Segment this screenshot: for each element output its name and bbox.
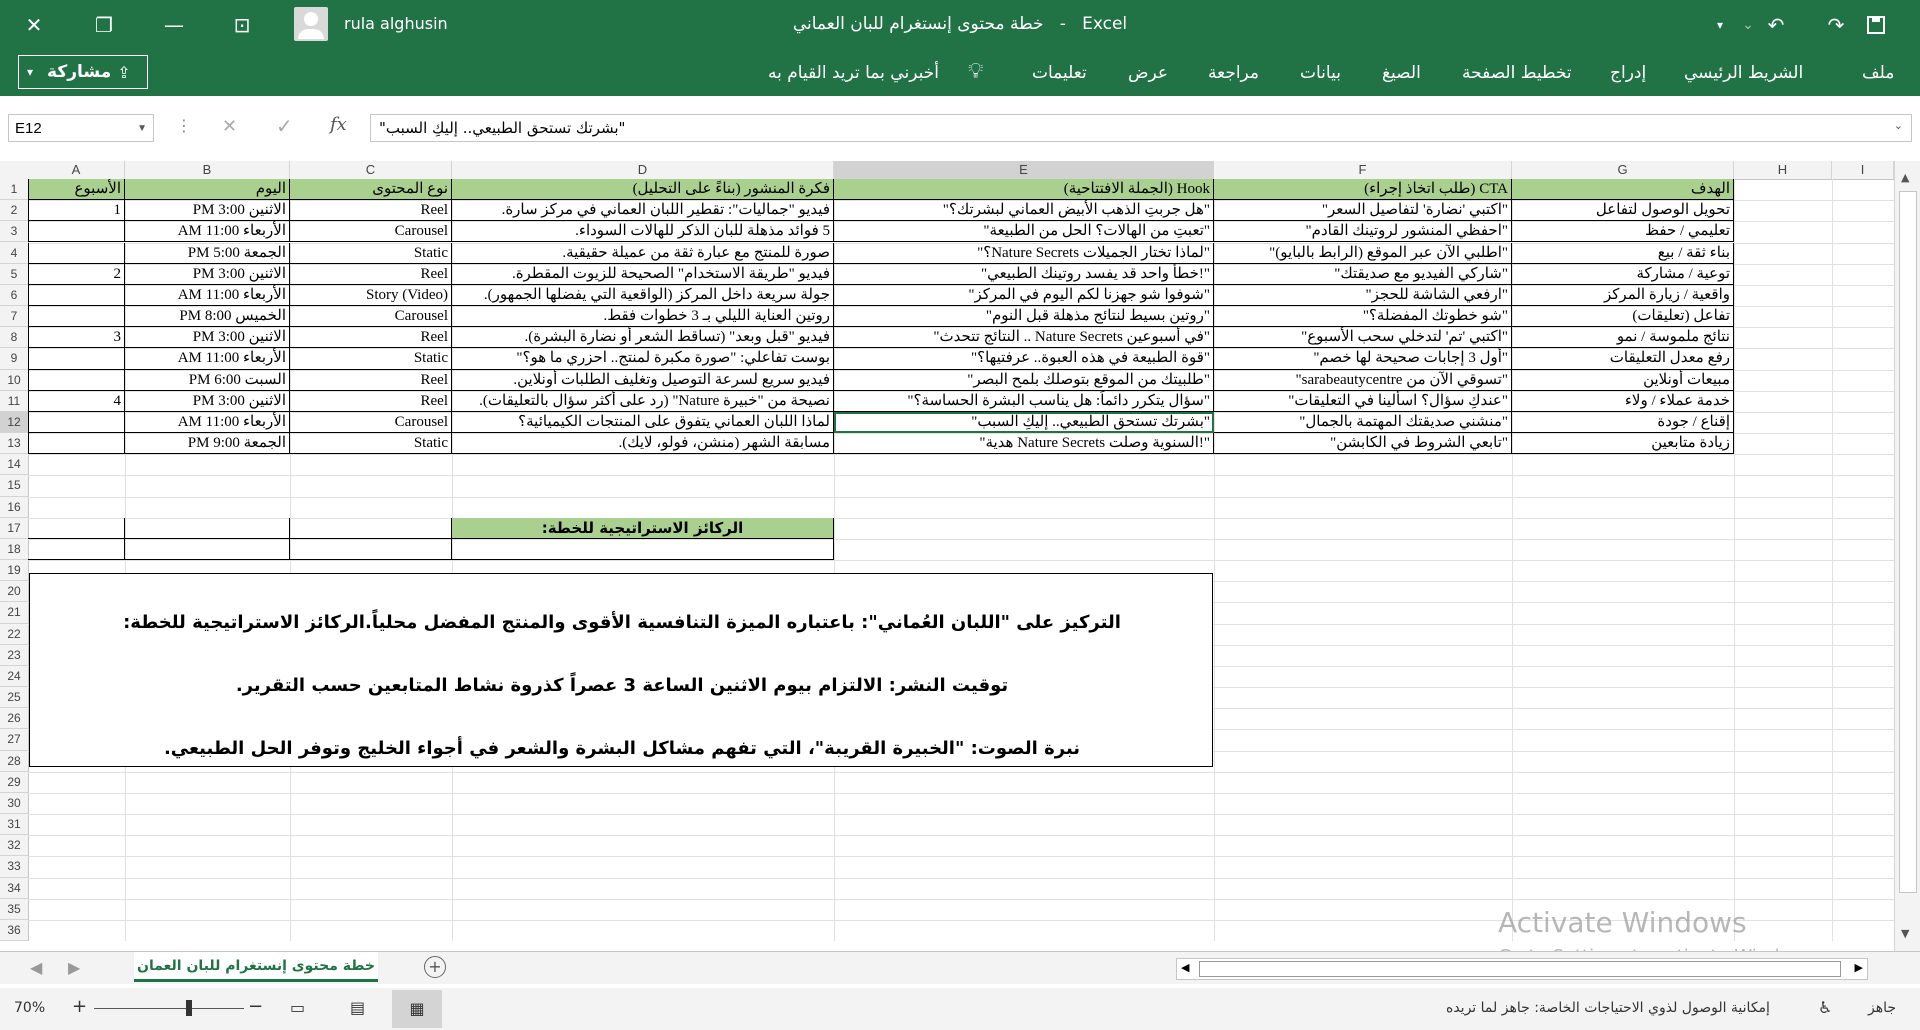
gridline (28, 878, 1894, 879)
table-cell[interactable]: السبت PM 6:00 (125, 370, 290, 391)
zoom-slider[interactable] (94, 1008, 244, 1009)
tab-review[interactable]: مراجعة (1208, 63, 1260, 83)
gridline (28, 454, 1894, 455)
column-header-c[interactable]: C (290, 161, 452, 179)
table-cell[interactable]: Static (290, 348, 452, 369)
share-icon: ⇪ (117, 62, 131, 82)
table-cell[interactable]: الأربعاء AM 11:00 (125, 348, 290, 369)
table-cell[interactable]: لماذا اللبان العماني يتفوق على المنتجات الكيميائية؟ (452, 412, 834, 433)
table-cell[interactable]: 4 (28, 391, 125, 412)
sheet-tab-bar (0, 951, 1920, 984)
strategy-line-3: نبرة الصوت: "الخبيرة القريبة"، التي تفهم مشاكل البشرة والشعر في أجواء الخليج وتوفر الحل الطبيعي. (163, 738, 1081, 759)
table-cell[interactable]: زيادة متابعين (1512, 433, 1734, 454)
user-name: rula alghusin (344, 14, 448, 33)
page-layout-view-icon[interactable]: ▤ (350, 998, 366, 1017)
column-header-h[interactable]: H (1734, 161, 1832, 179)
row-header[interactable]: 5 (0, 264, 28, 285)
tab-view[interactable]: عرض (1128, 63, 1169, 83)
cell[interactable] (28, 539, 125, 560)
row-header[interactable]: 6 (0, 285, 28, 306)
table-cell[interactable]: إقناع / جودة (1512, 412, 1734, 433)
table-cell[interactable]: Story (Video) (290, 285, 452, 306)
column-header-g[interactable]: G (1512, 161, 1734, 179)
row-header[interactable]: 34 (0, 878, 28, 899)
accessibility-icon: ♿︎ (1818, 998, 1833, 1017)
row-headers (0, 179, 29, 941)
table-header-cell[interactable]: Hook (الجملة الافتتاحية) (834, 179, 1214, 200)
table-cell[interactable]: الأربعاء AM 11:00 (125, 221, 290, 242)
gridline (28, 856, 1894, 857)
row-header[interactable]: 36 (0, 920, 28, 941)
table-cell[interactable]: "في أسبوعين Nature Secrets .. النتائج تتحدث" (834, 327, 1214, 348)
table-cell[interactable]: "تعبتِ من الهالات؟ الحل من الطبيعة" (834, 221, 1214, 242)
status-bar (0, 988, 1920, 1030)
cancel-icon[interactable]: ✕ (222, 116, 238, 137)
table-cell[interactable] (28, 221, 125, 242)
table-cell[interactable]: "لماذا تختار الجميلات Nature Secrets؟" (834, 243, 1214, 264)
table-cell[interactable]: الخميس PM 8:00 (125, 306, 290, 327)
table-cell[interactable]: بناء ثقة / بيع (1512, 243, 1734, 264)
table-cell[interactable]: بوست تفاعلي: "صورة مكبرة لمنتج.. احزري ما هو؟" (452, 348, 834, 369)
prev-sheet-icon[interactable]: ◀ (30, 958, 43, 977)
table-cell[interactable]: "سؤال يتكرر دائماً: هل يناسب البشرة الحساسة؟" (834, 391, 1214, 412)
row-header[interactable]: 16 (0, 497, 28, 518)
table-cell[interactable]: تعليمي / حفظ (1512, 221, 1734, 242)
table-cell[interactable] (28, 370, 125, 391)
table-cell[interactable]: Reel (290, 200, 452, 221)
row-header[interactable]: 24 (0, 666, 28, 687)
table-cell[interactable]: الجمعة PM 9:00 (125, 433, 290, 454)
tab-data[interactable]: بيانات (1300, 63, 1341, 83)
table-cell[interactable]: "شو خطوتك المفضلة؟" (1214, 306, 1512, 327)
table-header-cell[interactable]: اليوم (125, 179, 290, 200)
table-cell[interactable]: "!السنوية وصلت Nature Secrets هدية" (834, 433, 1214, 454)
row-header[interactable]: 9 (0, 348, 28, 369)
gridline (28, 814, 1894, 815)
row-header[interactable]: 22 (0, 624, 28, 645)
scroll-right-icon[interactable]: ▶ (1854, 961, 1863, 974)
table-cell[interactable]: نتائج ملموسة / نمو (1512, 327, 1734, 348)
expand-formula-icon[interactable]: ⌄ (1893, 119, 1903, 132)
table-cell[interactable]: Carousel (290, 306, 452, 327)
table-cell[interactable]: واقعية / زيارة المركز (1512, 285, 1734, 306)
table-cell[interactable]: Carousel (290, 221, 452, 242)
table-cell[interactable]: "تسوقي الآن من sarabeautycentre" (1214, 370, 1512, 391)
table-cell[interactable]: الاثنين PM 3:00 (125, 200, 290, 221)
formula-text: "بشرتك تستحق الطبيعي.. إليكِ السبب" (379, 119, 626, 137)
chevron-down-icon: ▾ (27, 65, 34, 79)
table-cell[interactable]: 5 فوائد مذهلة للبان الذكر للهالات السوداء. (452, 221, 834, 242)
table-cell[interactable]: الأربعاء AM 11:00 (125, 412, 290, 433)
name-box[interactable] (8, 114, 154, 142)
table-cell[interactable]: Carousel (290, 412, 452, 433)
zoom-in-icon[interactable]: + (72, 996, 88, 1017)
row-header[interactable]: 35 (0, 899, 28, 920)
table-cell[interactable]: "روتين بسيط لنتائج مذهلة قبل النوم" (834, 306, 1214, 327)
redo-icon[interactable]: ↷ (1827, 12, 1845, 37)
column-header-i[interactable]: I (1832, 161, 1894, 179)
table-cell[interactable]: 1 (28, 200, 125, 221)
row-header[interactable]: 7 (0, 306, 28, 327)
sheet-tab-active[interactable]: خطة محتوى إنستغرام للبان العمان (134, 952, 378, 982)
chevron-down-icon[interactable]: ⌄ (1742, 16, 1754, 33)
more-icon: ⋮ (176, 116, 192, 135)
horizontal-scroll-thumb[interactable] (1199, 961, 1841, 977)
row-header[interactable]: 27 (0, 729, 28, 750)
row-header[interactable]: 10 (0, 370, 28, 391)
table-header-cell[interactable]: CTA (طلب اتخاذ إجراء) (1214, 179, 1512, 200)
table-cell[interactable]: "!خطأ واحد قد يفسد روتينك الطبيعي" (834, 264, 1214, 285)
selected-cell[interactable]: "بشرتك تستحق الطبيعي.. إليكِ السبب" (834, 412, 1214, 433)
scroll-left-icon[interactable]: ◀ (1181, 961, 1190, 974)
scroll-thumb[interactable] (1899, 191, 1917, 893)
table-cell[interactable]: نصيحة من "خبيرة Nature" (رد على أكثر سؤال بالتعليقات). (452, 391, 834, 412)
table-cell[interactable]: فيديو سريع لسرعة التوصيل وتغليف الطلبات أونلاين. (452, 370, 834, 391)
gridline (1832, 179, 1833, 941)
accessibility-status[interactable]: إمكانية الوصول لذوي الاحتياجات الخاصة: جاهز لما تريده (1446, 1000, 1770, 1016)
gridline (28, 772, 1894, 773)
table-cell[interactable]: "شوفوا شو جهزنا لكم اليوم في المركز" (834, 285, 1214, 306)
table-cell[interactable]: 2 (28, 264, 125, 285)
table-cell[interactable]: "أول 3 إجابات صحيحة لها خصم" (1214, 348, 1512, 369)
table-cell[interactable]: توعية / مشاركة (1512, 264, 1734, 285)
zoom-out-icon[interactable]: − (248, 996, 264, 1017)
table-cell[interactable]: "شاركي الفيديو مع صديقتك" (1214, 264, 1512, 285)
table-cell[interactable]: مسابقة الشهر (منشن، فولو، لايك). (452, 433, 834, 454)
strategy-line-1: التركيز على "اللبان العُماني": باعتباره الميزة التنافسية الأقوى والمنتج المفضل محلياً.الركائز الاستراتيجية للخطة: (123, 612, 1121, 633)
column-header-d[interactable]: D (452, 161, 834, 179)
row-header[interactable]: 33 (0, 856, 28, 877)
row-header[interactable]: 1 (0, 179, 28, 200)
customize-qat-icon[interactable]: ▾ (1716, 17, 1724, 32)
row-header[interactable]: 12 (0, 412, 28, 433)
window-title: خطة محتوى إنستغرام للبان العماني - Excel (792, 14, 1128, 34)
cell[interactable] (452, 539, 834, 560)
cell[interactable] (290, 518, 452, 539)
row-header[interactable]: 26 (0, 708, 28, 729)
gridline (28, 497, 1894, 498)
tab-file[interactable]: ملف (1862, 63, 1895, 83)
table-cell[interactable]: فيديو "جماليات": تقطير اللبان العماني في مركز سارة. (452, 200, 834, 221)
table-cell[interactable] (28, 243, 125, 264)
table-cell[interactable]: "منشني صديقتك المهتمة بالجمال" (1214, 412, 1512, 433)
app-name: Excel (1082, 14, 1128, 34)
save-icon[interactable] (1852, 0, 1900, 49)
table-header-cell[interactable]: نوع المحتوى (290, 179, 452, 200)
column-header-f[interactable]: F (1214, 161, 1512, 179)
table-cell[interactable]: Reel (290, 391, 452, 412)
document-title: خطة محتوى إنستغرام للبان العماني (792, 14, 1044, 34)
table-cell[interactable]: "اكتبي 'تم' لتدخلي سحب الأسبوع" (1214, 327, 1512, 348)
tell-me-search[interactable]: أخبرني بما تريد القيام به (768, 63, 939, 83)
row-header[interactable]: 4 (0, 243, 28, 264)
table-cell[interactable]: Reel (290, 327, 452, 348)
row-header[interactable]: 14 (0, 454, 28, 475)
row-header[interactable]: 19 (0, 560, 28, 581)
gridline (28, 835, 1894, 836)
activate-windows-title: Activate Windows (1498, 906, 1747, 939)
next-sheet-icon[interactable]: ▶ (68, 958, 81, 977)
table-cell[interactable]: الجمعة PM 5:00 (125, 243, 290, 264)
table-cell[interactable]: خدمة عملاء / ولاء (1512, 391, 1734, 412)
lightbulb-icon: 💡︎ (968, 59, 984, 84)
row-header[interactable]: 25 (0, 687, 28, 708)
row-header[interactable]: 29 (0, 772, 28, 793)
table-cell[interactable]: "اكتبي 'نضارة' لتفاصيل السعر" (1214, 200, 1512, 221)
table-cell[interactable]: "هل جربتِ الذهب الأبيض العماني لبشرتك؟" (834, 200, 1214, 221)
row-header[interactable]: 15 (0, 475, 28, 496)
table-cell[interactable]: فيديو "طريقة الاستخدام" الصحيحة للزيوت المقطرة. (452, 264, 834, 285)
cell[interactable] (125, 539, 290, 560)
table-cell[interactable]: "احفظي المنشور لروتينك القادم" (1214, 221, 1512, 242)
zoom-level[interactable]: 70% (14, 1000, 46, 1016)
worksheet-grid[interactable] (28, 179, 1894, 941)
table-cell[interactable]: "ارفعي الشاشة للحجز" (1214, 285, 1512, 306)
table-cell[interactable]: الاثنين PM 3:00 (125, 264, 290, 285)
table-cell[interactable]: الأربعاء AM 11:00 (125, 285, 290, 306)
cell[interactable] (290, 539, 452, 560)
gridline (28, 560, 1894, 561)
table-cell[interactable]: روتين العناية الليلي بـ 3 خطوات فقط. (452, 306, 834, 327)
zoom-slider-thumb[interactable] (186, 1000, 192, 1016)
table-cell[interactable]: مبيعات أونلاين (1512, 370, 1734, 391)
table-cell[interactable]: "طلبيتك من الموقع بتوصلك بلمح البصر" (834, 370, 1214, 391)
row-header[interactable]: 32 (0, 835, 28, 856)
row-header[interactable]: 31 (0, 814, 28, 835)
close-icon[interactable]: ✕ (25, 12, 43, 37)
row-header[interactable]: 3 (0, 221, 28, 242)
restore-icon[interactable]: ❐ (95, 12, 113, 37)
row-header[interactable]: 13 (0, 433, 28, 454)
gridline (28, 793, 1894, 794)
row-header[interactable]: 21 (0, 602, 28, 623)
table-cell[interactable]: Reel (290, 264, 452, 285)
column-headers (0, 161, 1894, 180)
normal-view-icon[interactable]: ▦ (392, 990, 442, 1028)
column-header-e[interactable]: E (834, 161, 1214, 179)
gridline (1734, 179, 1735, 941)
scroll-up-icon[interactable]: ▲ (1901, 171, 1910, 184)
strategy-text-box[interactable] (29, 573, 1213, 767)
ribbon (0, 49, 1920, 96)
function-icon[interactable]: fx (330, 114, 347, 135)
share-label: مشاركة (47, 62, 112, 82)
gridline (28, 899, 1894, 900)
vertical-scrollbar[interactable] (1894, 161, 1920, 951)
column-header-a[interactable]: A (28, 161, 125, 179)
title-bar (0, 0, 1920, 49)
row-header[interactable]: 20 (0, 581, 28, 602)
table-cell[interactable]: جولة سريعة داخل المركز (الواقعية التي يفضلها الجمهور). (452, 285, 834, 306)
cell[interactable] (28, 518, 125, 539)
formula-input[interactable] (370, 114, 1912, 142)
table-cell[interactable] (28, 433, 125, 454)
table-cell[interactable]: تحويل الوصول لتفاعل (1512, 200, 1734, 221)
avatar[interactable] (294, 7, 328, 41)
table-cell[interactable] (28, 306, 125, 327)
add-sheet-icon[interactable]: + (424, 956, 446, 978)
table-cell[interactable]: Reel (290, 370, 452, 391)
enter-icon[interactable]: ✓ (276, 114, 293, 138)
row-header[interactable]: 11 (0, 391, 28, 412)
minimize-icon[interactable]: — (164, 12, 184, 37)
table-cell[interactable] (28, 412, 125, 433)
chevron-down-icon: ▼ (137, 123, 147, 134)
table-cell[interactable]: "عندكِ سؤال؟ اسألينا في التعليقات" (1214, 391, 1512, 412)
name-box-value: E12 (15, 120, 42, 137)
tab-formulas[interactable]: الصيغ (1382, 63, 1421, 83)
table-cell[interactable]: صورة للمنتج مع عبارة ثقة من عميلة حقيقية. (452, 243, 834, 264)
table-header-cell[interactable]: الأسبوع (28, 179, 125, 200)
gridline (28, 475, 1894, 476)
table-header-cell[interactable]: فكرة المنشور (بناءً على التحليل) (452, 179, 834, 200)
table-cell[interactable] (28, 285, 125, 306)
table-cell[interactable]: Static (290, 243, 452, 264)
table-cell[interactable]: "تابعي الشروط في الكابشن" (1214, 433, 1512, 454)
ribbon-display-icon[interactable]: ⊡ (233, 12, 251, 37)
horizontal-scrollbar[interactable] (1176, 958, 1868, 980)
strategy-heading-cell[interactable]: الركائز الاستراتيجية للخطة: (452, 518, 834, 539)
table-header-cell[interactable]: الهدف (1512, 179, 1734, 200)
share-button[interactable] (18, 55, 148, 89)
table-cell[interactable]: تفاعل (تعليقات) (1512, 306, 1734, 327)
table-cell[interactable]: الاثنين PM 3:00 (125, 391, 290, 412)
row-header[interactable]: 8 (0, 327, 28, 348)
table-cell[interactable]: رفع معدل التعليقات (1512, 348, 1734, 369)
tab-home[interactable]: الشريط الرئيسي (1684, 63, 1804, 83)
tab-insert[interactable]: إدراج (1610, 63, 1647, 83)
tab-help[interactable]: تعليمات (1032, 63, 1087, 83)
cell[interactable] (125, 518, 290, 539)
row-header[interactable]: 17 (0, 518, 28, 539)
scroll-down-icon[interactable]: ▼ (1901, 927, 1910, 940)
row-header[interactable]: 30 (0, 793, 28, 814)
row-header[interactable]: 23 (0, 645, 28, 666)
table-cell[interactable]: "قوة الطبيعة في هذه العبوة.. عرفتيها؟" (834, 348, 1214, 369)
column-header-b[interactable]: B (125, 161, 290, 179)
undo-icon[interactable]: ↶ (1767, 12, 1785, 37)
table-cell[interactable] (28, 348, 125, 369)
table-cell[interactable]: الاثنين PM 3:00 (125, 327, 290, 348)
ready-status: جاهز (1868, 1000, 1897, 1016)
page-break-view-icon[interactable]: ▭ (290, 998, 306, 1017)
tab-page-layout[interactable]: تخطيط الصفحة (1462, 63, 1572, 83)
table-cell[interactable]: فيديو "قبل وبعد" (تساقط الشعر أو نضارة البشرة). (452, 327, 834, 348)
strategy-line-2: توقيت النشر: الالتزام بيوم الاثنين الساعة 3 عصراً كذروة نشاط المتابعين حسب التقرير. (235, 675, 1009, 696)
row-header[interactable]: 2 (0, 200, 28, 221)
formula-bar (0, 106, 1920, 150)
row-header[interactable]: 18 (0, 539, 28, 560)
table-cell[interactable]: 3 (28, 327, 125, 348)
table-cell[interactable]: Static (290, 433, 452, 454)
table-cell[interactable]: "اطلبي الآن عبر الموقع (الرابط بالبايو)" (1214, 243, 1512, 264)
row-header[interactable]: 28 (0, 751, 28, 772)
